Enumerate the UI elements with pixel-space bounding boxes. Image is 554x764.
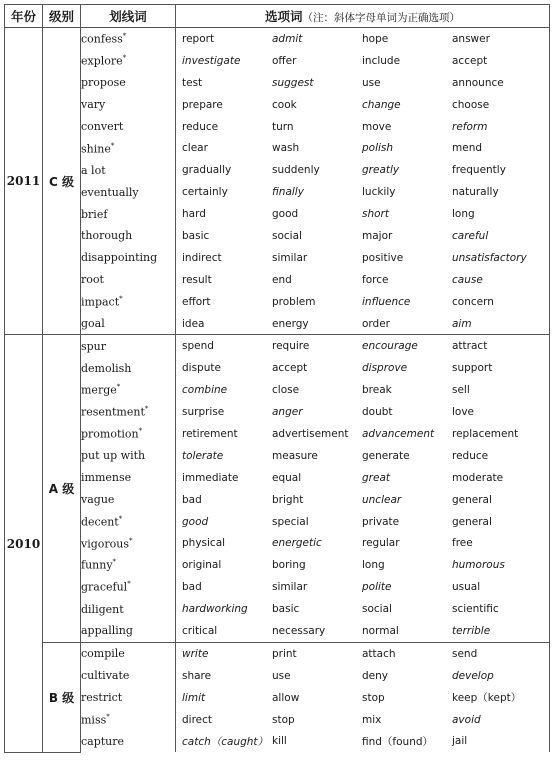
year-cell: 2010 — [5, 335, 43, 752]
underlined-word: brief — [81, 207, 108, 221]
underlined-word-cell — [81, 576, 176, 598]
option: frequently — [452, 164, 506, 177]
table-row — [5, 291, 550, 313]
option-correct: encourage — [362, 340, 418, 353]
option: hard — [182, 208, 206, 221]
underlined-word: goal — [81, 317, 105, 331]
options-cell — [176, 203, 550, 225]
table-row — [5, 445, 550, 467]
options-cell — [176, 445, 550, 467]
option: result — [182, 273, 212, 286]
option-correct: tolerate — [182, 449, 224, 462]
underlined-word-cell — [81, 357, 176, 379]
underlined-word: resentment — [81, 405, 145, 419]
option: send — [452, 647, 478, 660]
underlined-word-cell — [81, 598, 176, 620]
option: mend — [452, 142, 483, 155]
option: generate — [362, 449, 410, 462]
option: measure — [272, 449, 318, 462]
underlined-word-cell — [81, 511, 176, 533]
underlined-word: cultivate — [81, 669, 130, 683]
option: certainly — [182, 186, 228, 199]
option: scientific — [452, 603, 499, 616]
options-cell — [176, 598, 550, 620]
option-correct: advancement — [362, 427, 435, 440]
underlined-word-cell — [81, 28, 176, 50]
option: offer — [272, 54, 297, 67]
option-correct: influence — [362, 295, 411, 308]
underlined-word: put up with — [81, 449, 146, 463]
option: wash — [272, 142, 300, 155]
options-cell — [176, 247, 550, 269]
table-row — [5, 94, 550, 116]
option: energy — [272, 317, 309, 330]
underlined-word: funny — [81, 559, 113, 573]
option: prepare — [182, 98, 223, 111]
options-cell — [176, 50, 550, 72]
option: share — [182, 669, 212, 682]
underlined-word: compile — [81, 647, 125, 661]
underlined-word-cell — [81, 665, 176, 687]
underlined-word-cell — [81, 94, 176, 116]
option: cook — [272, 98, 297, 111]
options-cell — [176, 357, 550, 379]
options-cell — [176, 313, 550, 335]
options-cell — [176, 28, 550, 50]
table-row — [5, 598, 550, 620]
option: move — [362, 120, 392, 133]
option: concern — [452, 295, 494, 308]
option: general — [452, 493, 492, 506]
option: immediate — [182, 471, 239, 484]
option: social — [272, 229, 302, 242]
options-cell — [176, 94, 550, 116]
star-mark: * — [122, 54, 127, 62]
underlined-word: capture — [81, 734, 125, 748]
option: naturally — [452, 186, 499, 199]
table-row — [5, 642, 550, 664]
option: love — [452, 406, 475, 419]
option-correct: greatly — [362, 164, 400, 177]
underlined-word: graceful — [81, 581, 128, 595]
underlined-word-cell — [81, 137, 176, 159]
level-cell: C 级 — [43, 28, 81, 335]
options-cell — [176, 72, 550, 94]
underlined-word-cell — [81, 72, 176, 94]
underlined-word: vigorous — [81, 537, 130, 551]
vocabulary-table-sheet — [4, 4, 549, 758]
star-mark: * — [119, 294, 123, 303]
underlined-word: miss — [81, 713, 107, 727]
underlined-word: merge — [81, 384, 117, 398]
star-mark: * — [127, 580, 131, 589]
underlined-word-cell — [81, 379, 176, 401]
underlined-word-cell — [81, 401, 176, 423]
option: hope — [362, 32, 389, 45]
option: kill — [272, 735, 287, 748]
header-options-label: 选项词 — [264, 9, 303, 24]
underlined-word-cell — [81, 203, 176, 225]
options-cell — [176, 642, 550, 664]
option: free — [452, 537, 473, 550]
star-mark: * — [110, 141, 115, 150]
option-correct: suggest — [272, 76, 314, 89]
table-row — [5, 72, 550, 94]
option-correct: write — [182, 647, 209, 660]
option-correct: humorous — [452, 559, 505, 572]
table-row — [5, 159, 550, 181]
options-cell — [176, 489, 550, 511]
option-correct: catch（caught） — [182, 735, 269, 748]
table-row — [5, 467, 550, 489]
option: end — [272, 273, 292, 286]
table-row — [5, 50, 550, 72]
option: support — [452, 362, 493, 375]
options-cell — [176, 181, 550, 203]
option-correct: polite — [362, 581, 392, 594]
options-cell — [176, 665, 550, 687]
underlined-word: spur — [81, 339, 107, 353]
underlined-word-cell — [81, 731, 176, 753]
underlined-word: promotion — [81, 427, 139, 441]
option-correct: energetic — [272, 537, 322, 550]
option: order — [362, 317, 390, 330]
option: moderate — [452, 471, 504, 484]
option: attach — [362, 647, 396, 660]
table-row — [5, 313, 550, 335]
table-body — [5, 28, 550, 753]
option: social — [362, 603, 392, 616]
options-cell — [176, 291, 550, 313]
option: good — [272, 208, 299, 221]
underlined-word-cell — [81, 709, 176, 731]
option: bad — [182, 581, 202, 594]
option-correct: unsatisfactory — [452, 251, 527, 264]
table-row — [5, 423, 550, 445]
option: direct — [182, 713, 213, 726]
star-mark: * — [112, 558, 117, 567]
underlined-word-cell — [81, 445, 176, 467]
underlined-word-cell — [81, 225, 176, 247]
options-cell — [176, 511, 550, 533]
header-options — [176, 5, 550, 28]
underlined-word: vary — [81, 98, 106, 112]
underlined-word: root — [81, 273, 104, 287]
options-cell — [176, 401, 550, 423]
underlined-word-cell — [81, 116, 176, 138]
option: turn — [272, 120, 294, 133]
option: use — [272, 669, 291, 682]
underlined-word: diligent — [81, 602, 124, 616]
table-row — [5, 665, 550, 687]
option: original — [182, 559, 222, 572]
option: spend — [182, 340, 214, 353]
option: suddenly — [272, 164, 320, 177]
underlined-word-cell — [81, 620, 176, 642]
options-cell — [176, 137, 550, 159]
options-cell — [176, 687, 550, 709]
underlined-word: appalling — [81, 624, 133, 638]
underlined-word-cell — [81, 554, 176, 576]
year-cell: 2011 — [5, 28, 43, 335]
option-correct: good — [182, 515, 209, 528]
option-correct: terrible — [452, 624, 491, 637]
option-correct: short — [362, 208, 389, 221]
star-mark: * — [122, 32, 127, 41]
underlined-word: a lot — [81, 163, 106, 177]
table-row — [5, 181, 550, 203]
option: answer — [452, 32, 490, 45]
option-correct: anger — [272, 406, 303, 419]
option: close — [272, 384, 300, 397]
option: stop — [362, 691, 385, 704]
option: normal — [362, 624, 399, 637]
option-correct: develop — [452, 669, 494, 682]
table-row — [5, 532, 550, 554]
option: boring — [272, 559, 306, 572]
underlined-word: decent — [81, 515, 119, 529]
option-correct: great — [362, 471, 390, 484]
underlined-word: convert — [81, 120, 124, 133]
table-row — [5, 203, 550, 225]
option: announce — [452, 76, 504, 89]
option: advertisement — [272, 427, 349, 440]
options-cell — [176, 576, 550, 598]
option-correct: finally — [272, 186, 304, 199]
underlined-word: vague — [81, 493, 115, 507]
underlined-word: confess — [81, 32, 123, 46]
level-cell: A 级 — [43, 335, 81, 642]
table-row — [5, 247, 550, 269]
star-mark: * — [144, 405, 149, 414]
level-cell: B 级 — [43, 642, 81, 752]
option: regular — [362, 537, 400, 550]
option: bright — [272, 493, 304, 506]
option: include — [362, 54, 401, 67]
option: attract — [452, 340, 488, 353]
options-cell — [176, 467, 550, 489]
option: sell — [452, 384, 470, 397]
table-row — [5, 401, 550, 423]
table-row — [5, 731, 550, 753]
option: long — [452, 208, 475, 221]
table-row — [5, 511, 550, 533]
option: require — [272, 340, 310, 353]
underlined-word: shine — [81, 142, 111, 156]
table-row — [5, 554, 550, 576]
option-correct: investigate — [182, 54, 241, 67]
table-row — [5, 225, 550, 247]
option: surprise — [182, 406, 225, 419]
table-row — [5, 379, 550, 401]
table-row — [5, 137, 550, 159]
option-correct: admit — [272, 32, 303, 45]
option: indirect — [182, 251, 222, 264]
option: mix — [362, 713, 382, 726]
vocabulary-table — [4, 4, 550, 753]
option: test — [182, 76, 203, 89]
option-correct: careful — [452, 229, 489, 242]
option: similar — [272, 251, 308, 264]
option-correct: disprove — [362, 362, 408, 375]
table-row — [5, 269, 550, 291]
option: print — [272, 647, 297, 660]
underlined-word-cell — [81, 291, 176, 313]
option: basic — [182, 229, 210, 242]
option: private — [362, 515, 400, 528]
option: special — [272, 515, 309, 528]
option: keep（kept） — [452, 692, 522, 705]
option-correct: change — [362, 98, 401, 111]
option: necessary — [272, 624, 326, 637]
option: effort — [182, 295, 211, 308]
option-correct: combine — [182, 384, 228, 397]
star-mark: * — [116, 383, 121, 392]
underlined-word-cell — [81, 50, 176, 72]
option: basic — [272, 603, 300, 616]
underlined-word: explore — [81, 54, 123, 68]
option-correct: avoid — [452, 713, 481, 726]
options-cell — [176, 335, 550, 357]
header-underlined-word: 划线词 — [81, 5, 176, 28]
star-mark: * — [129, 536, 133, 545]
option: force — [362, 273, 389, 286]
option: gradually — [182, 164, 232, 177]
table-row — [5, 709, 550, 731]
star-mark: * — [138, 427, 143, 436]
option: report — [182, 32, 215, 45]
underlined-word: propose — [81, 76, 126, 90]
option: jail — [452, 735, 468, 748]
table-row — [5, 28, 550, 50]
star-mark: * — [118, 514, 123, 523]
options-cell — [176, 225, 550, 247]
star-mark: * — [106, 712, 110, 721]
option: deny — [362, 669, 388, 682]
table-row — [5, 489, 550, 511]
options-cell — [176, 620, 550, 642]
option: allow — [272, 691, 300, 704]
underlined-word-cell — [81, 247, 176, 269]
underlined-word-cell — [81, 467, 176, 489]
option-correct: limit — [182, 691, 206, 704]
options-cell — [176, 423, 550, 445]
underlined-word: thorough — [81, 229, 133, 243]
option: physical — [182, 537, 226, 550]
option-correct: polish — [362, 142, 394, 155]
option: stop — [272, 713, 295, 726]
table-row — [5, 620, 550, 642]
option: reduce — [182, 120, 219, 133]
option-correct: cause — [452, 273, 483, 286]
option: dispute — [182, 362, 221, 375]
table-row — [5, 335, 550, 357]
option: long — [362, 559, 385, 572]
option: reduce — [452, 449, 489, 462]
option: choose — [452, 98, 490, 111]
option: use — [362, 76, 381, 89]
header-year: 年份 — [5, 5, 43, 28]
options-cell — [176, 532, 550, 554]
underlined-word: disappointing — [81, 251, 158, 265]
underlined-word-cell — [81, 335, 176, 357]
header-options-note: （注：斜体字母单词为正确选项） — [302, 12, 460, 24]
option-correct: aim — [452, 317, 472, 330]
underlined-word-cell — [81, 532, 176, 554]
option: find（found） — [362, 735, 434, 748]
table-row — [5, 357, 550, 379]
underlined-word-cell — [81, 642, 176, 664]
option: doubt — [362, 406, 393, 419]
options-cell — [176, 731, 550, 753]
option-correct: hardworking — [182, 603, 248, 616]
underlined-word: immense — [81, 471, 132, 485]
option: positive — [362, 251, 404, 264]
table-row — [5, 576, 550, 598]
option: bad — [182, 493, 202, 506]
underlined-word: demolish — [81, 361, 132, 375]
options-cell — [176, 159, 550, 181]
option: idea — [182, 317, 205, 330]
options-cell — [176, 269, 550, 291]
underlined-word-cell — [81, 269, 176, 291]
option-correct: reform — [452, 120, 488, 133]
option: luckily — [362, 186, 396, 199]
underlined-word: eventually — [81, 185, 139, 199]
option: equal — [272, 471, 302, 484]
options-cell — [176, 379, 550, 401]
underlined-word-cell — [81, 313, 176, 335]
option: replacement — [452, 427, 519, 440]
options-cell — [176, 554, 550, 576]
option: break — [362, 384, 392, 397]
underlined-word-cell — [81, 159, 176, 181]
header-level: 级别 — [43, 5, 81, 28]
header-row — [5, 5, 550, 28]
underlined-word: impact — [81, 295, 120, 309]
option: problem — [272, 295, 316, 308]
option: clear — [182, 142, 208, 155]
option: similar — [272, 581, 308, 594]
underlined-word-cell — [81, 181, 176, 203]
underlined-word: restrict — [81, 691, 123, 705]
underlined-word-cell — [81, 423, 176, 445]
underlined-word-cell — [81, 489, 176, 511]
option: usual — [452, 581, 481, 594]
option: major — [362, 229, 393, 242]
table-row — [5, 687, 550, 709]
option-correct: unclear — [362, 493, 402, 506]
options-cell — [176, 709, 550, 731]
options-cell — [176, 116, 550, 138]
option: retirement — [182, 427, 238, 440]
table-row — [5, 116, 550, 138]
option: critical — [182, 624, 218, 637]
option: accept — [452, 54, 488, 67]
underlined-word-cell — [81, 687, 176, 709]
option: accept — [272, 362, 308, 375]
option: general — [452, 515, 492, 528]
